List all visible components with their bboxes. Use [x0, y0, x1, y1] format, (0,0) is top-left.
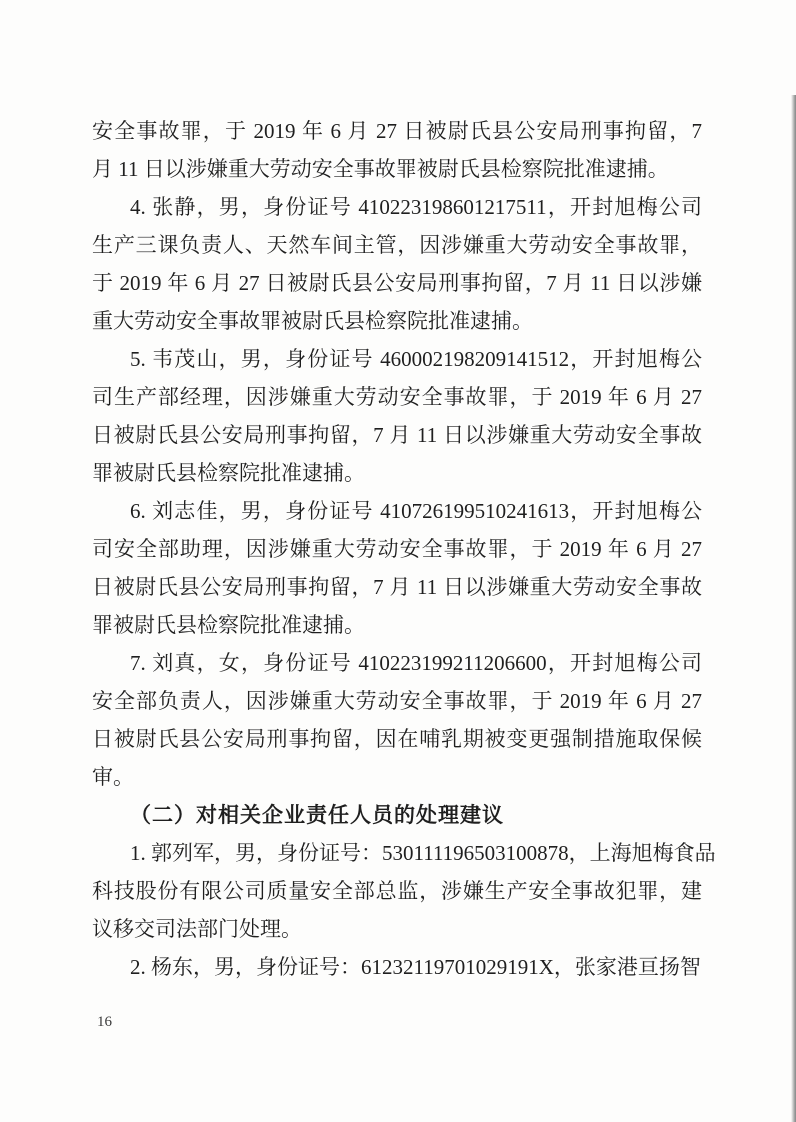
section-heading-text: （二）对相关企业责任人员的处理建议	[130, 803, 504, 827]
text-line: 日被尉氏县公安局刑事拘留，7 月 11 日以涉嫌重大劳动安全事故	[92, 423, 702, 447]
text-line: 罪被尉氏县检察院批准逮捕。	[92, 613, 365, 637]
text-line: 议移交司法部门处理。	[92, 917, 302, 941]
text-line: 7. 刘真，女，身份证号 410223199211206600，开封旭梅公司	[130, 651, 702, 675]
text-line: 重大劳动安全事故罪被尉氏县检察院批准逮捕。	[92, 309, 533, 333]
text-line: 安全部负责人，因涉嫌重大劳动安全事故罪，于 2019 年 6 月 27	[92, 689, 702, 713]
list-item-7-liuzhen	[92, 644, 702, 796]
list-item-2-yangdong	[92, 948, 702, 986]
text-line: 罪被尉氏县检察院批准逮捕。	[92, 461, 365, 485]
section-heading-2	[92, 796, 702, 834]
text-line: 司生产部经理，因涉嫌重大劳动安全事故罪，于 2019 年 6 月 27	[92, 385, 702, 409]
text-line: 日被尉氏县公安局刑事拘留，7 月 11 日以涉嫌重大劳动安全事故	[92, 575, 702, 599]
list-item-6-liuzhijia	[92, 492, 702, 644]
text-line: 司安全部助理，因涉嫌重大劳动安全事故罪，于 2019 年 6 月 27	[92, 537, 702, 561]
text-line: 安全事故罪，于 2019 年 6 月 27 日被尉氏县公安局刑事拘留，7	[92, 119, 702, 143]
text-line: 审。	[92, 765, 134, 789]
text-line: 生产三课负责人、天然车间主管，因涉嫌重大劳动安全事故罪，	[92, 233, 702, 257]
document-body	[92, 112, 716, 986]
text-line: 6. 刘志佳，男，身份证号 410726199510241613，开封旭梅公	[130, 499, 702, 523]
text-line: 于 2019 年 6 月 27 日被尉氏县公安局刑事拘留，7 月 11 日以涉嫌	[92, 271, 703, 295]
list-item-4-zhangjing	[92, 188, 702, 340]
paragraph-continuation	[92, 112, 702, 188]
text-line: 科技股份有限公司质量安全部总监，涉嫌生产安全事故犯罪，建	[92, 879, 702, 903]
text-line: 日被尉氏县公安局刑事拘留，因在哺乳期被变更强制措施取保候	[92, 727, 702, 751]
text-line: 2. 杨东，男，身份证号：61232119701029191X，张家港亘扬智	[130, 955, 701, 979]
text-line: 5. 韦茂山，男，身份证号 460002198209141512，开封旭梅公	[130, 347, 702, 371]
text-line: 月 11 日以涉嫌重大劳动安全事故罪被尉氏县检察院批准逮捕。	[92, 157, 669, 181]
list-item-1-guoliejun	[92, 834, 716, 948]
list-item-5-weimaoshan	[92, 340, 702, 492]
text-line: 1. 郭列军，男，身份证号：530111196503100878，上海旭梅食品	[130, 841, 716, 865]
text-line: 4. 张静，男，身份证号 410223198601217511，开封旭梅公司	[130, 195, 702, 219]
page-number: 16	[97, 1014, 112, 1030]
scan-edge-shadow	[791, 95, 796, 1122]
